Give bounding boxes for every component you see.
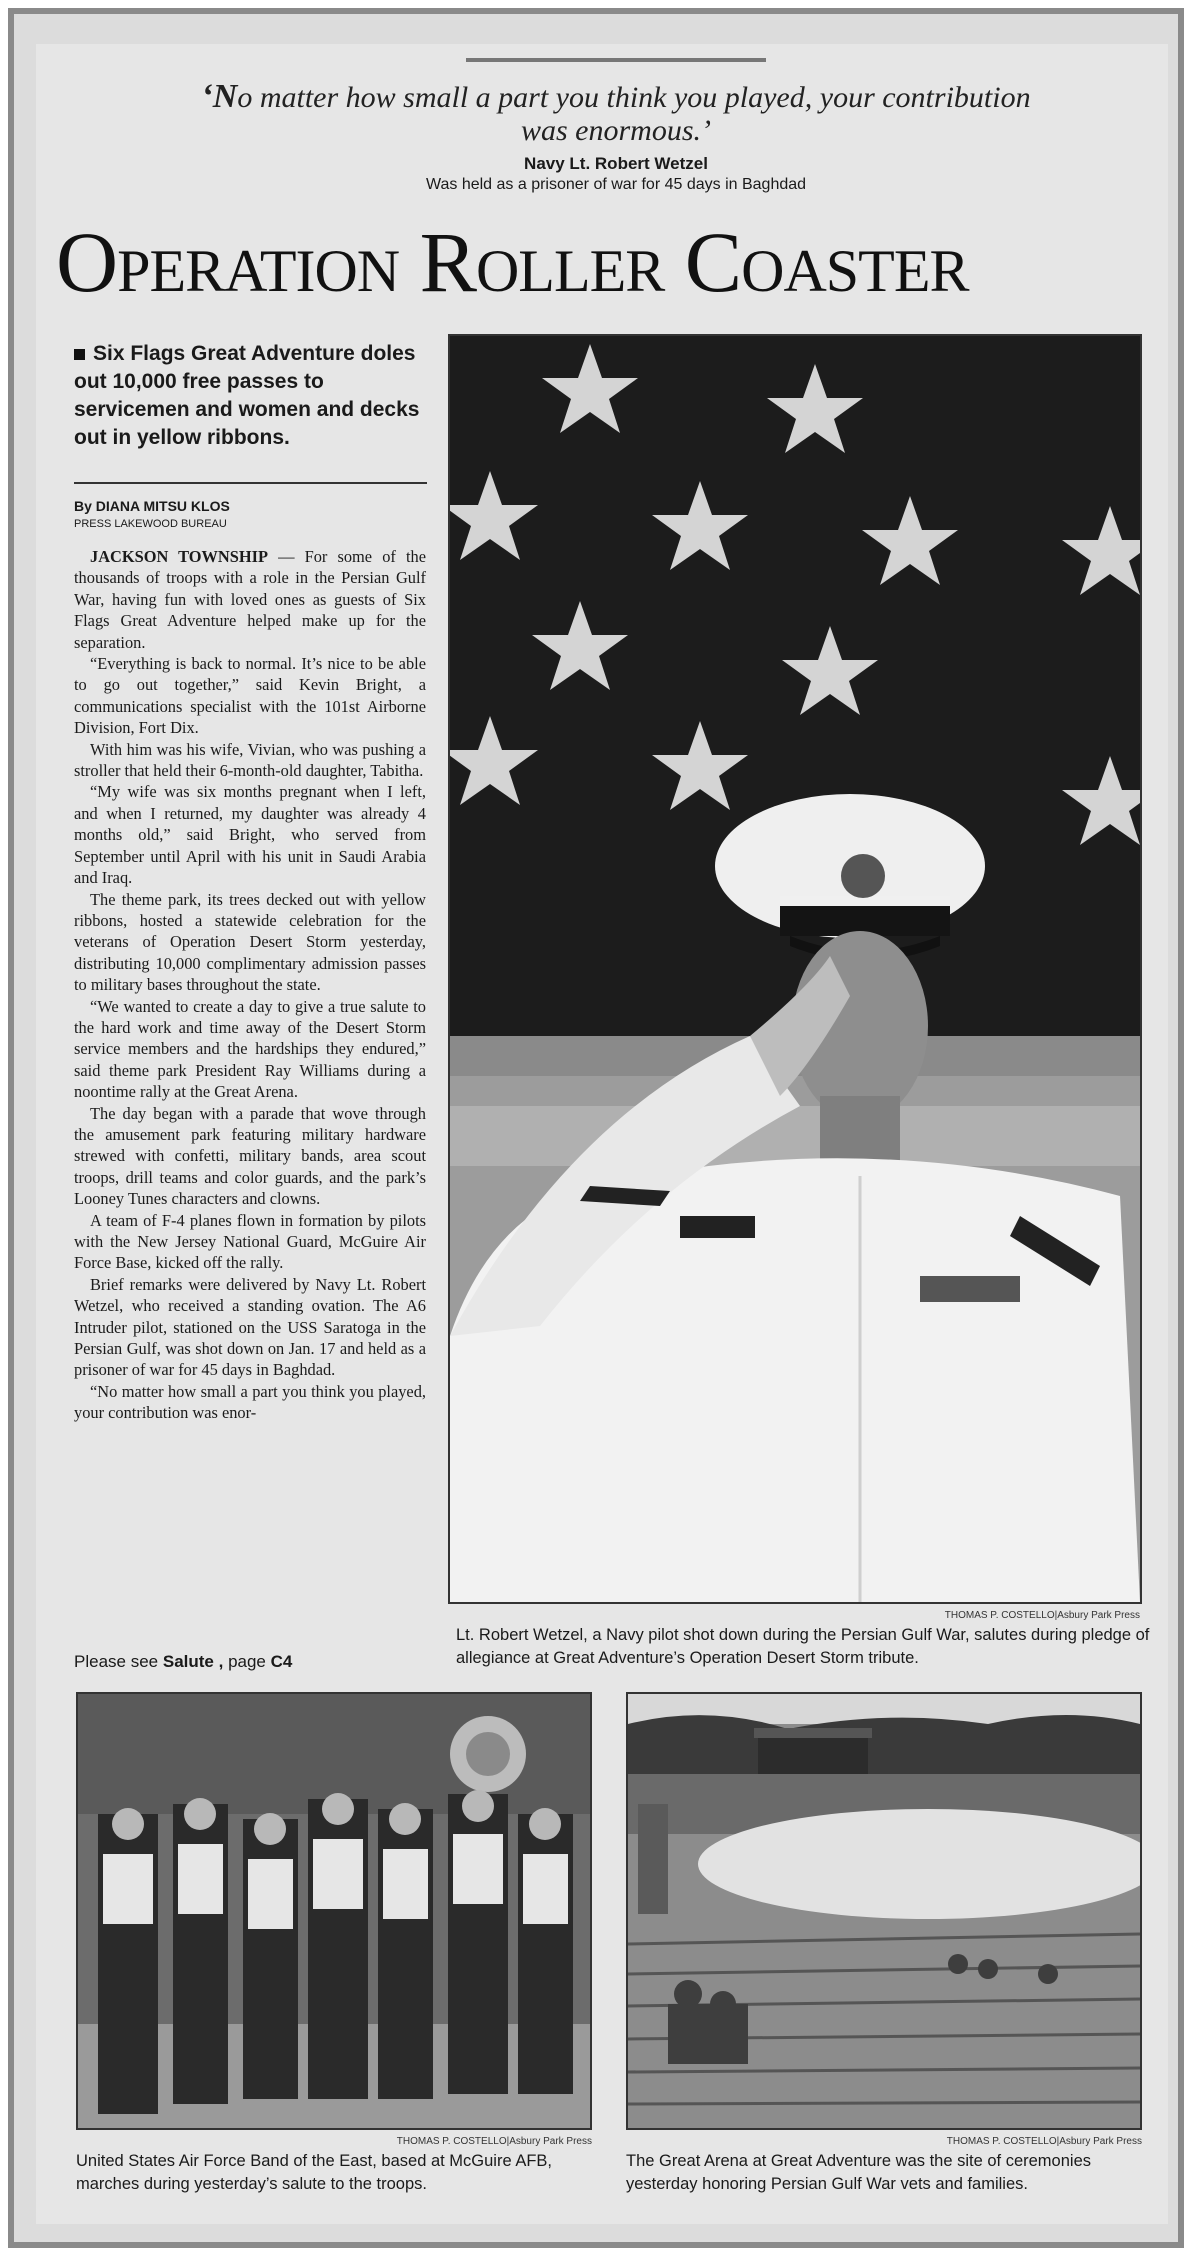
top-rule [466,58,766,62]
arena-photo-caption: The Great Arena at Great Adventure was the site of ceremonies yesterday honoring Persian Gulf War vets and families. [626,2152,1091,2193]
pull-quote [176,80,1056,147]
main-photo-credit: THOMAS P. COSTELLO|Asbury Park Press [944,1610,1140,1621]
arena-photo-illustration [628,1694,1140,2128]
byline: By DIANA MITSU KLOS [74,498,230,514]
article-paragraph [74,546,426,653]
article-body [74,546,426,1646]
byline-rule [74,482,427,484]
quote-attribution-description: Was held as a prisoner of war for 45 days in Baghdad [425,176,807,193]
band-photo-credit: THOMAS P. COSTELLO|Asbury Park Press [396,2136,592,2147]
photo-illustration [450,336,1140,1602]
article-paragraph: “No matter how small a part you think you played, your contribution was enor- [74,1381,426,1423]
continuation-line [74,1652,424,1672]
paragraph-text: — For some of the thousands of troops with a role in the Persian Gulf War, having fun with loved ones as guests of Six Flags Great Adventure helped make up for the separation. [74,547,426,652]
photo-great-arena [626,1692,1142,2130]
article-paragraph: A team of F-4 planes flown in formation by pilots with the New Jersey National Guard, McGuire Air Force Base, kicked off the rally. [74,1210,426,1273]
quote-attribution-name: Navy Lt. Robert Wetzel [524,154,708,173]
subheadline-deck [74,340,422,452]
continuation-page: C4 [270,1652,293,1671]
dateline: JACKSON TOWNSHIP [90,547,268,566]
pull-quote-text: o matter how small a part you think you played, your contribution was enormous.’ [237,81,1031,147]
article-paragraph: With him was his wife, Vivian, who was pushing a stroller that held their 6-month-old daughter, Tabitha. [74,739,426,781]
article-paragraph: Brief remarks were delivered by Navy Lt. Robert Wetzel, who received a standing ovation. The A6 Intruder pilot, stationed on the USS Saratoga in the Persian Gulf, was shot down on Jan. 17 and held as a prisoner of war for 45 days in Baghdad. [74,1274,426,1380]
newspaper-clipping [36,44,1168,2224]
band-photo-illustration [78,1694,590,2128]
bureau-line: PRESS LAKEWOOD BUREAU [74,518,227,530]
square-bullet-icon [74,349,85,360]
deck-text: Six Flags Great Adventure doles out 10,000 free passes to servicemen and women and decks out in yellow ribbons. [74,342,420,449]
pull-quote-initial: ‘N [201,78,238,115]
article-paragraph: “My wife was six months pregnant when I left, and when I returned, my daughter was already 4 months old,” said Bright, who served from September until April with his unit in Saudi Arabia and Iraq. [74,782,426,888]
headline: Operation Roller Coaster [56,214,969,310]
main-photo-saluting-officer [448,334,1142,1604]
continuation-target: Salute , [162,1652,224,1671]
article-paragraph: “Everything is back to normal. It’s nice to be able to go out together,” said Kevin Bright, a communications specialist with the 101st Airborne Division, Fort Dix. [74,654,426,738]
article-paragraph: The theme park, its trees decked out with yellow ribbons, hosted a statewide celebration for the veterans of Operation Desert Storm yesterday, distributing 10,000 complimentary admission passes to military bases throughout the state. [74,889,426,995]
continuation-page-label: page [228,1652,266,1671]
band-photo-caption: United States Air Force Band of the East, based at McGuire AFB, marches during yesterday’s salute to the troops. [76,2152,552,2193]
photo-air-force-band [76,1692,592,2130]
page-frame [8,8,1184,2248]
main-photo-caption: Lt. Robert Wetzel, a Navy pilot shot down during the Persian Gulf War, salutes during pledge of allegiance at Great Adventure’s Operation Desert Storm tribute. [456,1626,1150,1667]
article-paragraph: “We wanted to create a day to give a true salute to the hard work and time away of the Desert Storm service members and the hardships they endured,” said theme park President Ray Williams during a noontime rally at the Great Arena. [74,996,426,1102]
arena-photo-credit: THOMAS P. COSTELLO|Asbury Park Press [946,2136,1142,2147]
continuation-prefix: Please see [74,1652,159,1671]
article-paragraph: The day began with a parade that wove through the amusement park featuring military hardware strewed with confetti, military bands, area scout troops, drill teams and color guards, and the park’s Looney Tunes characters and clowns. [74,1103,426,1209]
